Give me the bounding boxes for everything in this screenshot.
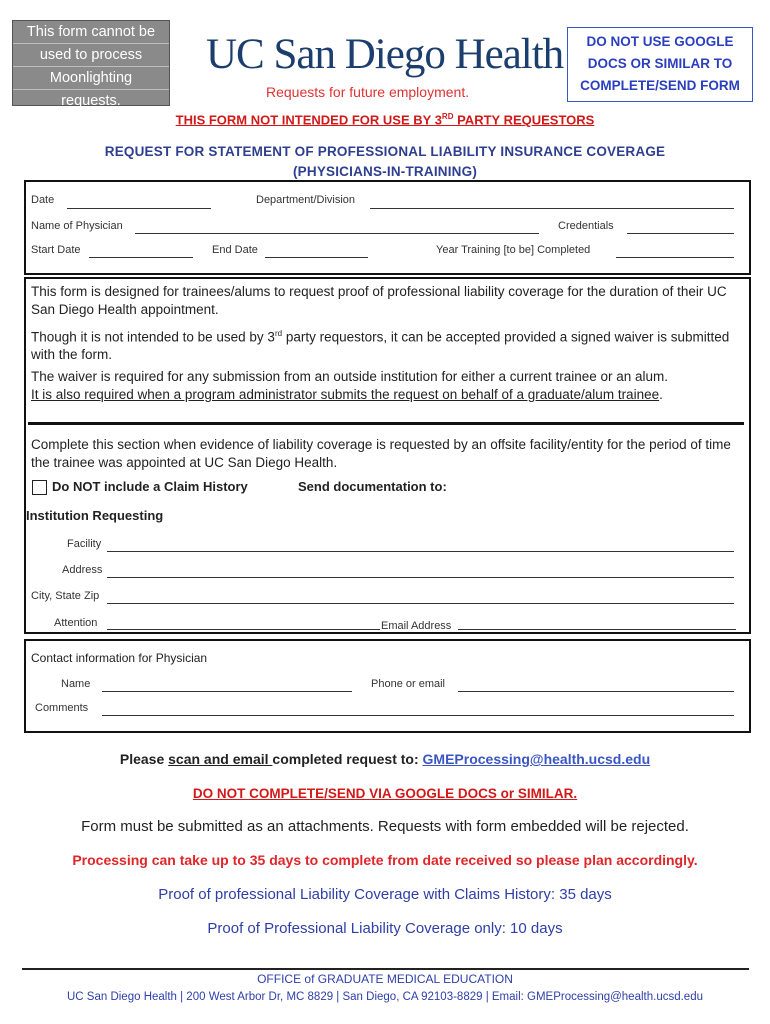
notice-line: This form cannot be — [13, 21, 169, 44]
not-intended-text-end: PARTY REQUESTORS — [453, 112, 595, 128]
contact-name-field[interactable] — [102, 691, 352, 692]
credentials-label: Credentials — [558, 220, 614, 232]
department-field[interactable] — [370, 208, 734, 209]
not-intended-sup: RD — [441, 112, 454, 121]
subtitle: Requests for future employment. — [266, 84, 470, 100]
info-p2-sup: rd — [274, 329, 283, 338]
attention-field[interactable] — [107, 629, 380, 630]
year-training-label: Year Training [to be] Completed — [436, 244, 591, 256]
credentials-field[interactable] — [627, 233, 734, 234]
start-date-label: Start Date — [31, 244, 81, 256]
start-date-field[interactable] — [89, 257, 193, 258]
warning-line: COMPLETE/SEND FORM — [580, 78, 740, 93]
phone-email-label: Phone or email — [371, 678, 445, 690]
notice-line: used to process — [13, 44, 169, 67]
info-p2-text-end: party requestors, it can be accepted provided a signed waiver is submitted with the form. — [31, 329, 730, 362]
office-name: OFFICE of GRADUATE MEDICAL EDUCATION — [257, 972, 513, 986]
info-p3-end: . — [659, 386, 663, 402]
info-p2-text: Though it is not intended to be used by 3 — [31, 329, 275, 345]
not-intended-notice — [0, 112, 770, 127]
comments-field[interactable] — [102, 715, 734, 716]
contact-heading: Contact information for Physician — [31, 651, 208, 665]
no-claim-history-checkbox[interactable] — [32, 480, 47, 495]
info-p3-line2: It is also required when a program administrator submits the request on behalf of a graduate/alum trainee — [31, 386, 660, 402]
send-docs-label: Send documentation to: — [298, 479, 447, 494]
address-field[interactable] — [107, 577, 734, 578]
offsite-intro: Complete this section when evidence of liability coverage is requested by an offsite facility/entity for the period of time the trainee was appointed at UC San Diego Health. — [31, 437, 731, 470]
department-label: Department/Division — [256, 194, 356, 206]
address-label: Address — [62, 564, 103, 576]
year-training-field[interactable] — [616, 257, 734, 258]
end-date-label: End Date — [212, 244, 258, 256]
form-subtitle: (PHYSICIANS-IN-TRAINING) — [292, 164, 478, 179]
no-google-docs-notice: DO NOT COMPLETE/SEND VIA GOOGLE DOCS or SIMILAR. — [192, 786, 578, 801]
footer-rule — [22, 968, 749, 970]
section-divider — [28, 422, 744, 425]
info-p3-line1: The waiver is required for any submission from an outside institution for either a current trainee or an alum. — [31, 369, 669, 384]
info-paragraph-2 — [31, 325, 743, 364]
proof-only-time: Proof of Professional Liability Coverage only: 10 days — [207, 920, 563, 937]
scan-text: Please — [119, 751, 169, 767]
comments-label: Comments — [35, 702, 89, 714]
info-paragraph-3 — [31, 368, 749, 403]
phone-email-field[interactable] — [458, 691, 734, 692]
date-field[interactable] — [67, 208, 211, 209]
moonlighting-notice — [12, 20, 170, 109]
warning-line: DOCS OR SIMILAR TO — [587, 56, 733, 71]
facility-label: Facility — [67, 538, 102, 550]
form-title: REQUEST FOR STATEMENT OF PROFESSIONAL LIABILITY INSURANCE COVERAGE — [104, 144, 666, 159]
attention-label: Attention — [54, 617, 98, 629]
notice-line: requests. — [61, 93, 121, 109]
email-address-field[interactable] — [458, 629, 736, 630]
scan-text-end: completed request to: — [272, 751, 423, 767]
scan-underlined: scan and email — [168, 751, 273, 767]
date-label: Date — [31, 194, 55, 206]
facility-field[interactable] — [107, 551, 734, 552]
notice-line: Moonlighting — [13, 67, 169, 90]
no-claim-history-label: Do NOT include a Claim History — [52, 479, 248, 494]
warning-line: DO NOT USE GOOGLE — [586, 34, 734, 49]
gme-email-link[interactable]: GMEProcessing@health.ucsd.edu — [422, 751, 651, 767]
scan-email-instruction — [0, 751, 770, 767]
email-address-label: Email Address — [381, 620, 452, 632]
google-docs-warning — [567, 27, 753, 102]
physician-name-label: Name of Physician — [31, 220, 123, 232]
not-intended-text: THIS FORM NOT INTENDED FOR USE BY 3 — [175, 112, 442, 128]
info-paragraph-1: This form is designed for trainees/alums to request proof of professional liability coverage for the duration of their UC San Diego Health appointment. — [31, 284, 727, 317]
office-address: UC San Diego Health | 200 West Arbor Dr, MC 8829 | San Diego, CA 92103-8829 | Email: GMEProcessing@health.ucsd.edu — [66, 991, 703, 1003]
end-date-field[interactable] — [265, 257, 368, 258]
institution-heading: Institution Requesting — [26, 508, 164, 523]
attachment-instruction: Form must be submitted as an attachments. Requests with form embedded will be rejected. — [81, 818, 689, 835]
physician-name-field[interactable] — [135, 233, 539, 234]
processing-time-notice: Processing can take up to 35 days to complete from date received so please plan accordingly. — [72, 852, 698, 868]
uc-san-diego-health-logo: UC San Diego Health — [206, 31, 564, 78]
city-state-zip-field[interactable] — [107, 603, 734, 604]
proof-with-claims-time: Proof of professional Liability Coverage with Claims History: 35 days — [158, 886, 612, 903]
physician-info-box — [24, 180, 751, 275]
contact-name-label: Name — [61, 678, 91, 690]
city-state-zip-label: City, State Zip — [31, 590, 100, 602]
